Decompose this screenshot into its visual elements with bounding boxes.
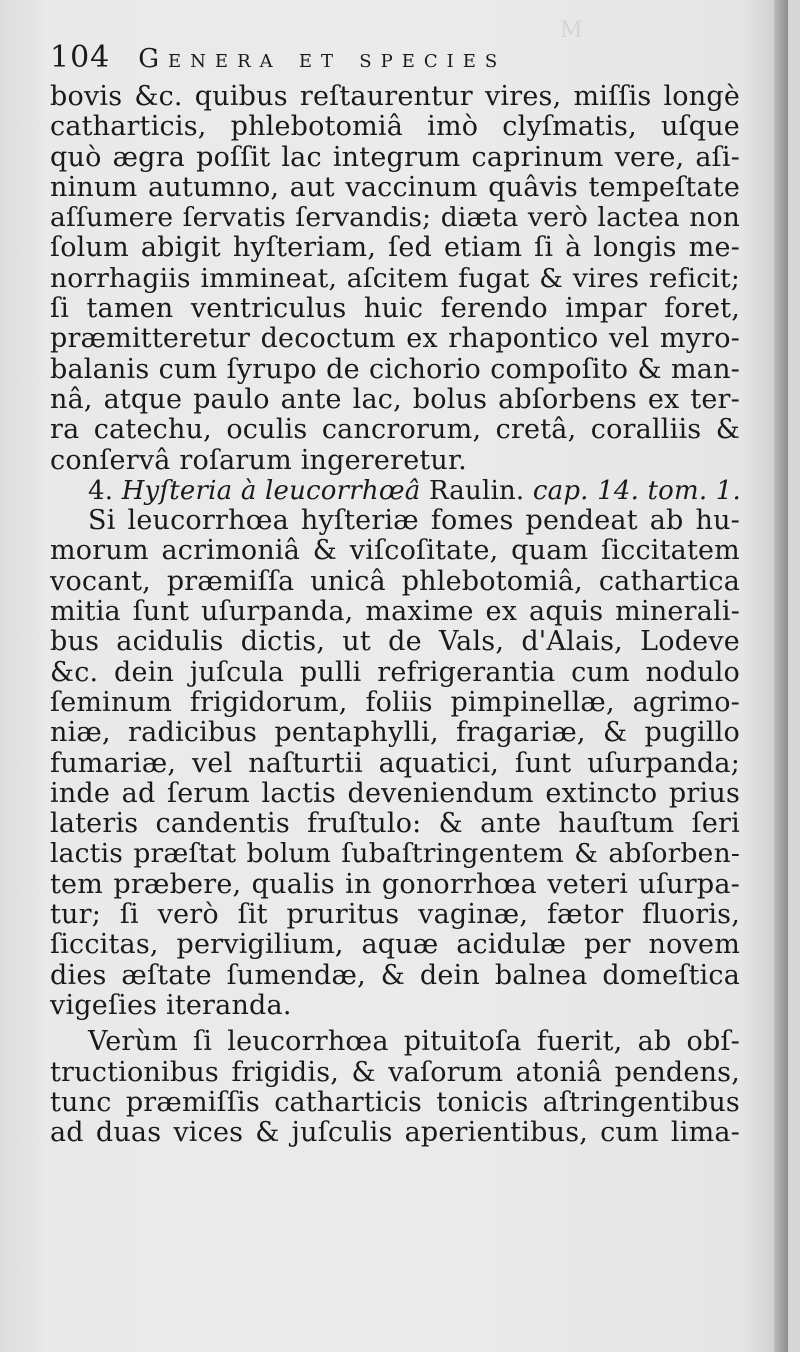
- text-line: Verùm ſi leucorrhœa pituitoſa fuerit, ab obſ-: [88, 1026, 740, 1058]
- text-line: ninum autumno, aut vaccinum quâvis tempeſtate: [50, 171, 740, 203]
- text-line: præmitteretur decoctum ex rhapontico vel myro-: [50, 323, 740, 355]
- text-line: bovis &c. quibus reſtaurentur vires, miſſis longè: [50, 81, 740, 112]
- text-line: norrhagiis immineat, aſcitem fugat & vires reficit;: [50, 262, 740, 294]
- page-edge-shadow: [774, 0, 788, 1352]
- text-line: niæ, radicibus pentaphylli, fragariæ, & pugillo: [50, 717, 740, 749]
- paragraph-3: [50, 1027, 740, 1148]
- text-line: ſolum abigit hyſteriam, ſed etiam ſi à longis me-: [50, 232, 740, 264]
- text-line: morum acrimoniâ & viſcoſitate, quam ſiccitatem: [50, 535, 740, 567]
- text-line: tem præbere, qualis in gonorrhœa veteri uſurpa-: [50, 868, 740, 900]
- text-line: balanis cum ſyrupo de cichorio compoſito & man-: [50, 353, 740, 385]
- text-line: &c. dein juſcula pulli refrigerantia cum nodulo: [50, 656, 740, 688]
- text-line: ſi tamen ventriculus huic ferendo impar foret,: [50, 293, 740, 325]
- section-title: Hyſteria à leucorrhœâ: [121, 475, 421, 506]
- text-line: lateris candentis fruſtulo: & ante hauſtum ſeri: [50, 808, 740, 840]
- text-line: ra catechu, oculis cancrorum, cretâ, coralliis &: [50, 414, 740, 446]
- text-line: vigeſies iteranda.: [50, 989, 292, 1021]
- text-line: fumariæ, vel naſturtii aquatici, ſunt uſurpanda;: [50, 747, 740, 779]
- section-reference: cap. 14. tom. 1.: [532, 475, 742, 506]
- text-line: lactis præſtat bolum ſubaſtringentem & abſorben-: [50, 838, 740, 870]
- paragraph-1: [50, 82, 740, 476]
- text-line: nâ, atque paulo ante lac, bolus abſorbens ex ter-: [50, 383, 740, 415]
- text-line: ſeminum frigidorum, foliis pimpinellæ, agrimo-: [50, 686, 740, 718]
- text-line: conſervâ roſarum ingereretur.: [50, 444, 467, 476]
- section-number: 4.: [88, 475, 114, 506]
- text-line: ad duas vices & juſculis aperientibus, cum lima-: [50, 1117, 740, 1149]
- text-line: quò ægra poſſit lac integrum caprinum vere, aſi-: [50, 141, 740, 173]
- text-line: tunc præmiſſis catharticis tonicis aſtringentibus: [50, 1086, 740, 1118]
- text-line: Si leucorrhœa hyſteriæ fomes pendeat ab hu-: [88, 505, 740, 537]
- text-line: dies æſtate ſumendæ, & dein balnea domeſtica: [50, 959, 740, 991]
- text-line: vocant, præmiſſa unicâ phlebotomiâ, cathartica: [50, 565, 740, 597]
- section-author: Raulin.: [428, 475, 525, 506]
- text-line: bus acidulis dictis, ut de Vals, d'Alais, Lodeve: [50, 626, 740, 658]
- text-line: aſſumere ſervatis ſervandis; diæta verò lactea non: [50, 202, 740, 234]
- paragraph-2: [50, 506, 740, 1021]
- show-through-text: M: [560, 18, 583, 43]
- text-line: tur; ſi verò ſit pruritus vaginæ, fætor fluoris,: [50, 899, 740, 931]
- page-header: [50, 40, 740, 82]
- text-line: tructionibus frigidis, & vaſorum atoniâ pendens,: [50, 1056, 740, 1088]
- running-head: Genera et species: [138, 44, 507, 74]
- text-line: mitia ſunt uſurpanda, maxime ex aquis minerali-: [50, 596, 740, 628]
- section-heading: [50, 476, 740, 506]
- text-line: catharticis, phlebotomiâ imò clyſmatis, uſque: [50, 111, 740, 143]
- page-number: 104: [50, 40, 111, 75]
- page-text: [50, 40, 740, 1148]
- text-line: ſiccitas, pervigilium, aquæ acidulæ per novem: [50, 929, 740, 961]
- text-line: inde ad ſerum lactis deveniendum extincto prius: [50, 777, 740, 809]
